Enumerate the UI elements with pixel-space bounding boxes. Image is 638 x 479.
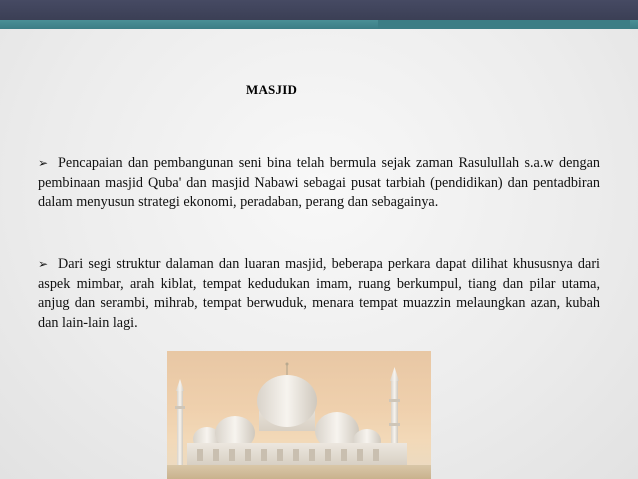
minaret-left (175, 379, 185, 471)
mosque-photo (167, 351, 431, 479)
slide-title: MASJID (246, 82, 298, 97)
mosque-illustration (167, 351, 431, 479)
bullet-paragraph-2 (38, 255, 600, 333)
ground (167, 465, 431, 479)
paragraph-text: Dari segi struktur dalaman dan luaran masjid, beberapa perkara dapat dilihat khususnya dari aspek mimbar, arah kiblat, tempat kedudukan imam, ruang berkumpul, tiang dan pilar utama, anjug dan serambi, mihrab, tempat berwuduk, menara tempat muazzin melaungkan azan, kubah dan lain-lain lagi. (38, 256, 600, 331)
paragraph-text: Pencapaian dan pembangunan seni bina telah bermula sejak zaman Rasulullah s.a.w dengan pembinaan masjid Quba' dan masjid Nabawi sebagai pusat tarbiah (pendidikan) dan pentadbiran dalam menyusun strategi ekonomi, peradaban, perang dan sebagainya. (38, 155, 600, 210)
dome-main (257, 363, 317, 432)
arrow-bullet-icon: ➢ (38, 257, 49, 271)
bullet-paragraph-1 (38, 154, 600, 213)
arrow-bullet-icon: ➢ (38, 156, 49, 170)
header-bar (0, 0, 638, 20)
